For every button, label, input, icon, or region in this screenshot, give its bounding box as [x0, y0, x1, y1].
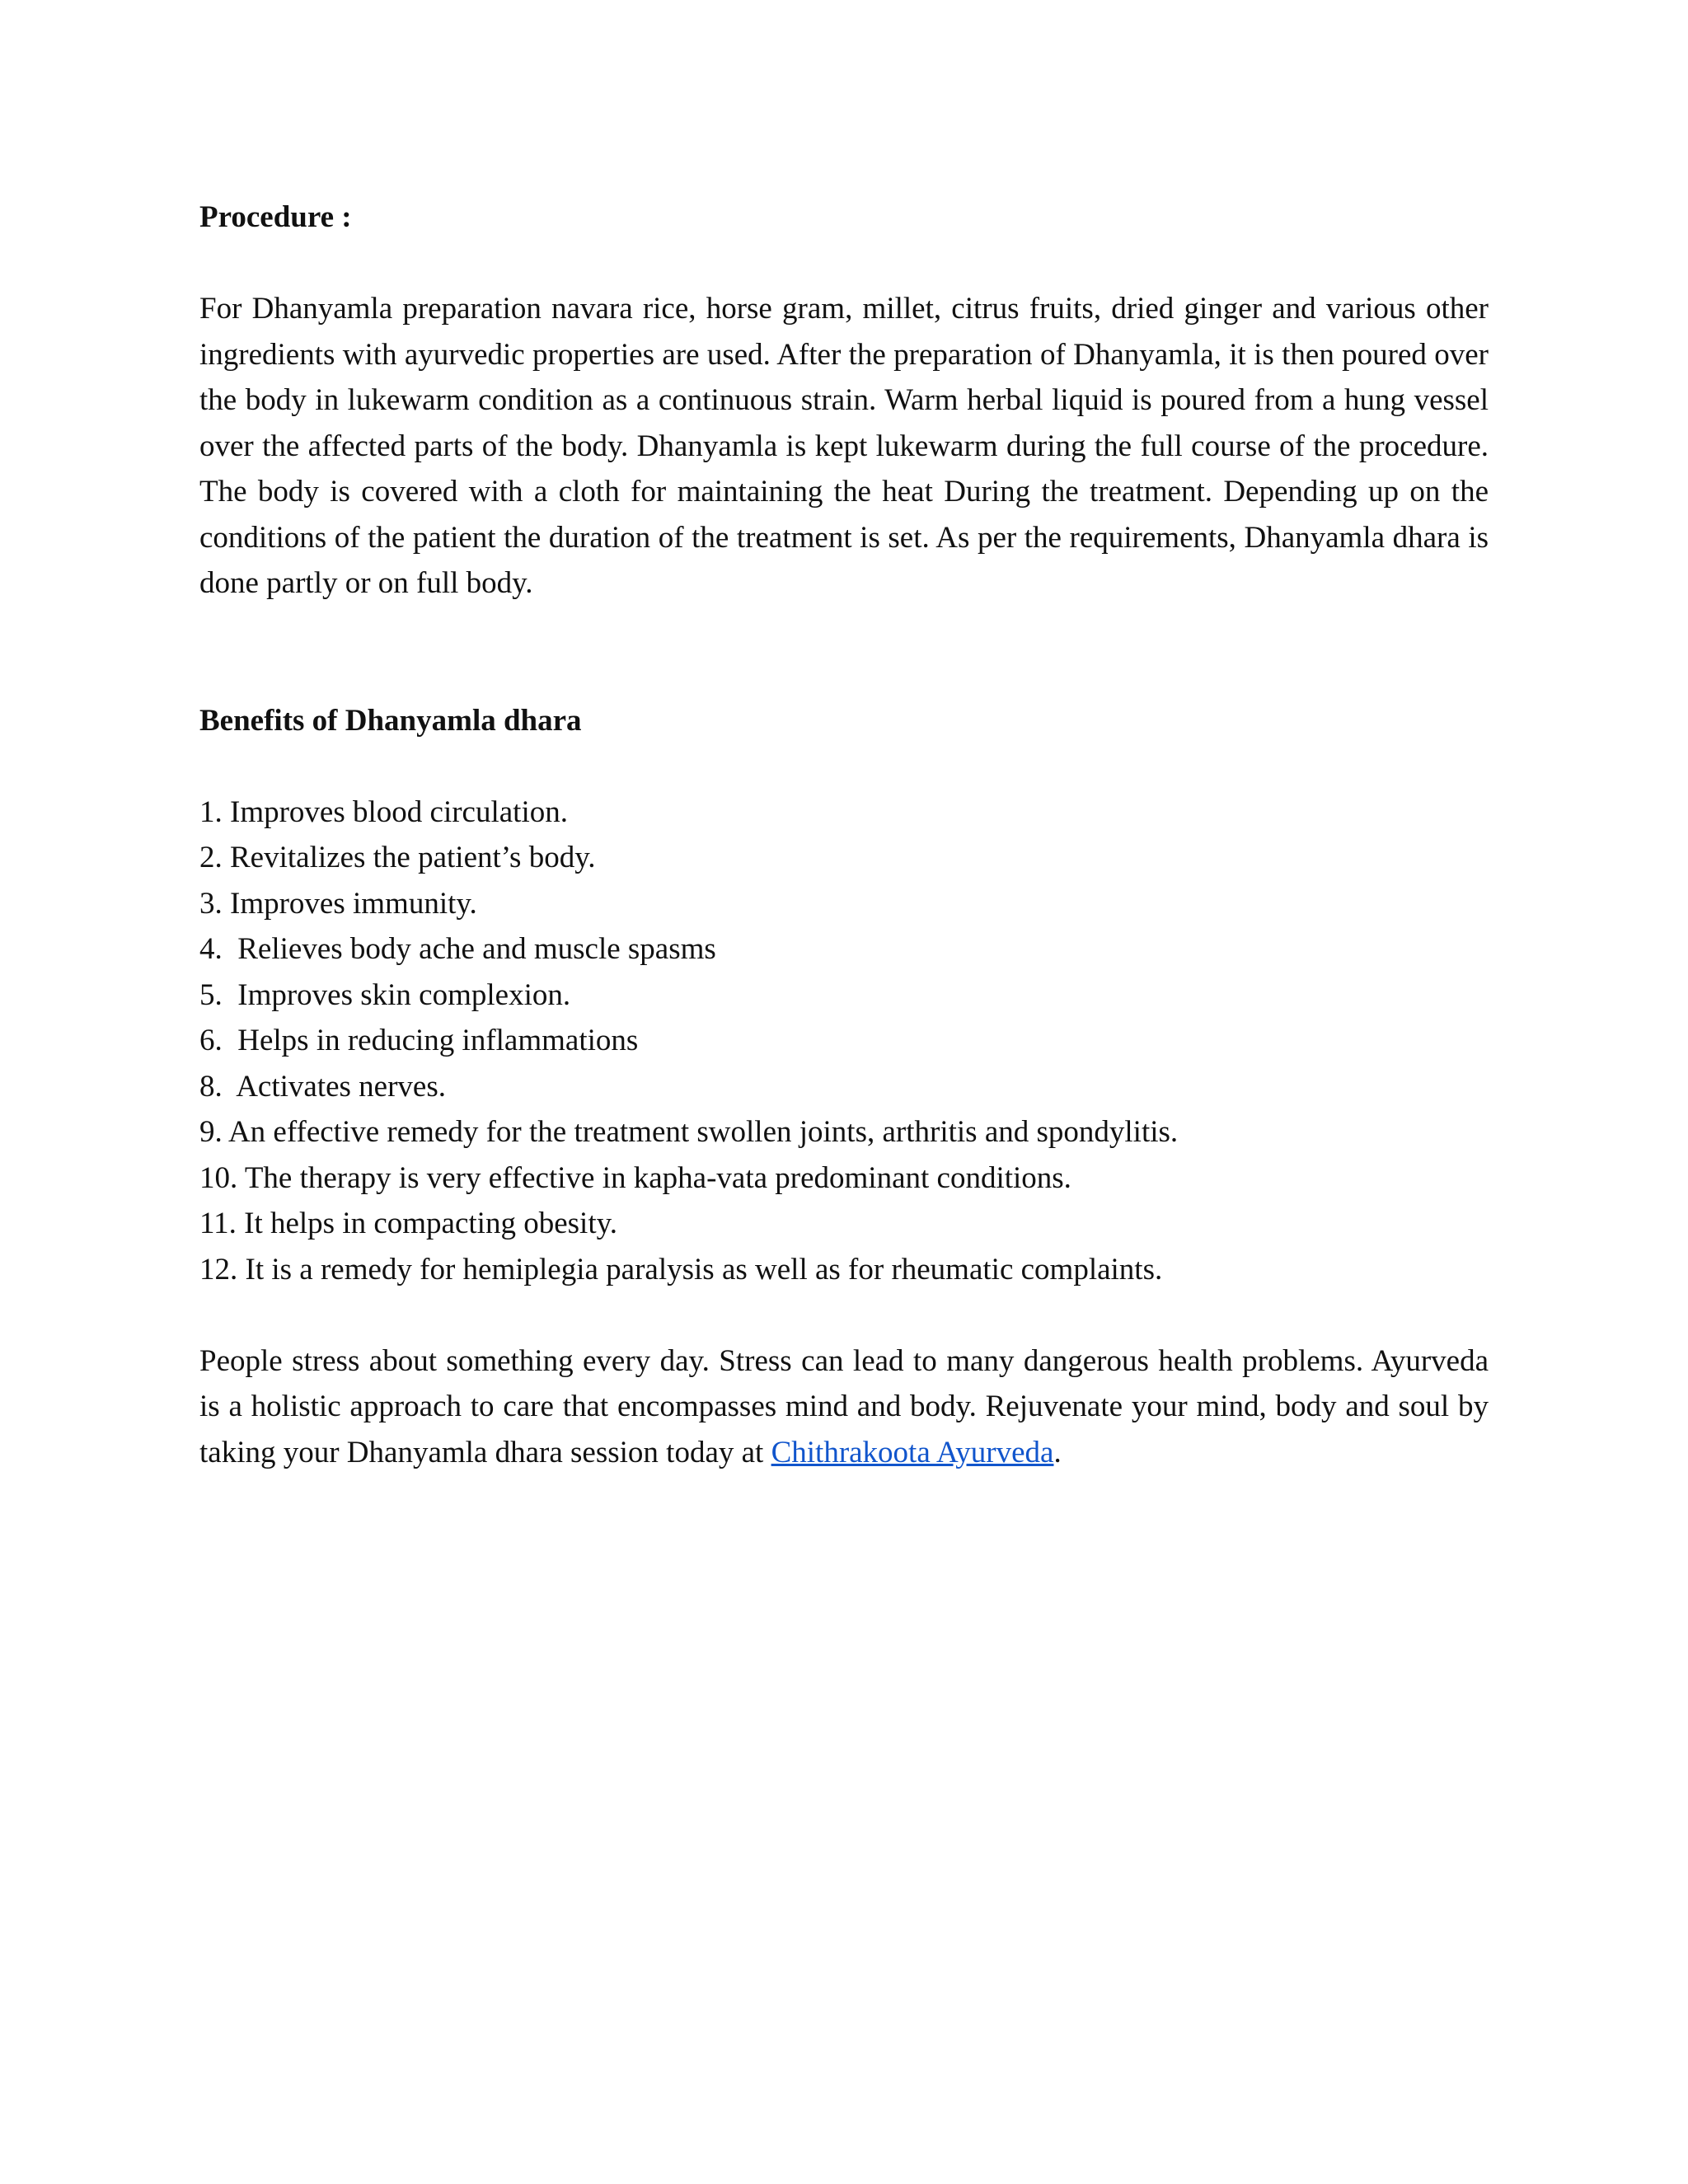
benefits-heading: Benefits of Dhanyamla dhara — [199, 703, 582, 738]
procedure-paragraph: For Dhanyamla preparation navara rice, horse gram, millet, citrus fruits, dried ginger and various other ingredients with ayurvedic properties are used. After the preparation of Dhanyamla, it is then poured over the body in lukewarm condition as a continuous strain. Warm herbal liquid is poured from a hung vessel over the affected parts of the body. Dhanyamla is kept lukewarm during the full course of the procedure. The body is covered with a cloth for maintaining the heat During the treatment. Depending up on the conditions of the patient the duration of the treatment is set. As per the requirements, Dhanyamla dhara is done partly or on full body. — [199, 292, 1489, 600]
spacer — [199, 607, 1489, 698]
benefit-item-9: 9. An effective remedy for the treatment swollen joints, arthritis and spondylitis. — [199, 1115, 1179, 1149]
document-page — [199, 194, 1489, 1475]
spacer — [199, 241, 1489, 287]
benefit-item-3: 3. Improves immunity. — [199, 886, 477, 921]
procedure-heading: Procedure : — [199, 200, 352, 234]
benefit-item-1: 1. Improves blood circulation. — [199, 794, 568, 829]
benefit-item-2: 2. Revitalizes the patient’s body. — [199, 841, 596, 874]
spacer — [199, 743, 1489, 790]
closing-text: People stress about something every day. Stress can lead to many dangerous health problems. Ayurveda is a holistic approach to care that encompasses mind and body. Rejuvenate your mind, body and soul by taking your Dhanyamla dhara session today at — [199, 1343, 1489, 1469]
benefit-item-11: 11. It helps in compacting obesity. — [199, 1207, 617, 1240]
benefit-item-10: 10. The therapy is very effective in kapha-vata predominant conditions. — [199, 1160, 1071, 1195]
benefit-item-5: 5. Improves skin complexion. — [199, 977, 571, 1012]
benefit-item-8: 8. Activates nerves. — [199, 1069, 446, 1104]
chithrakoota-ayurveda-link[interactable]: Chithrakoota Ayurveda — [771, 1435, 1054, 1469]
benefit-item-12: 12. It is a remedy for hemiplegia paralysis as well as for rheumatic complaints. — [199, 1252, 1163, 1286]
closing-period: . — [1053, 1435, 1062, 1469]
closing-paragraph — [199, 1338, 1489, 1476]
spacer — [199, 1292, 1489, 1338]
benefits-list — [199, 790, 1489, 1293]
benefit-item-6: 6. Helps in reducing inflammations — [199, 1024, 639, 1057]
benefit-item-4: 4. Relieves body ache and muscle spasms — [199, 932, 716, 966]
